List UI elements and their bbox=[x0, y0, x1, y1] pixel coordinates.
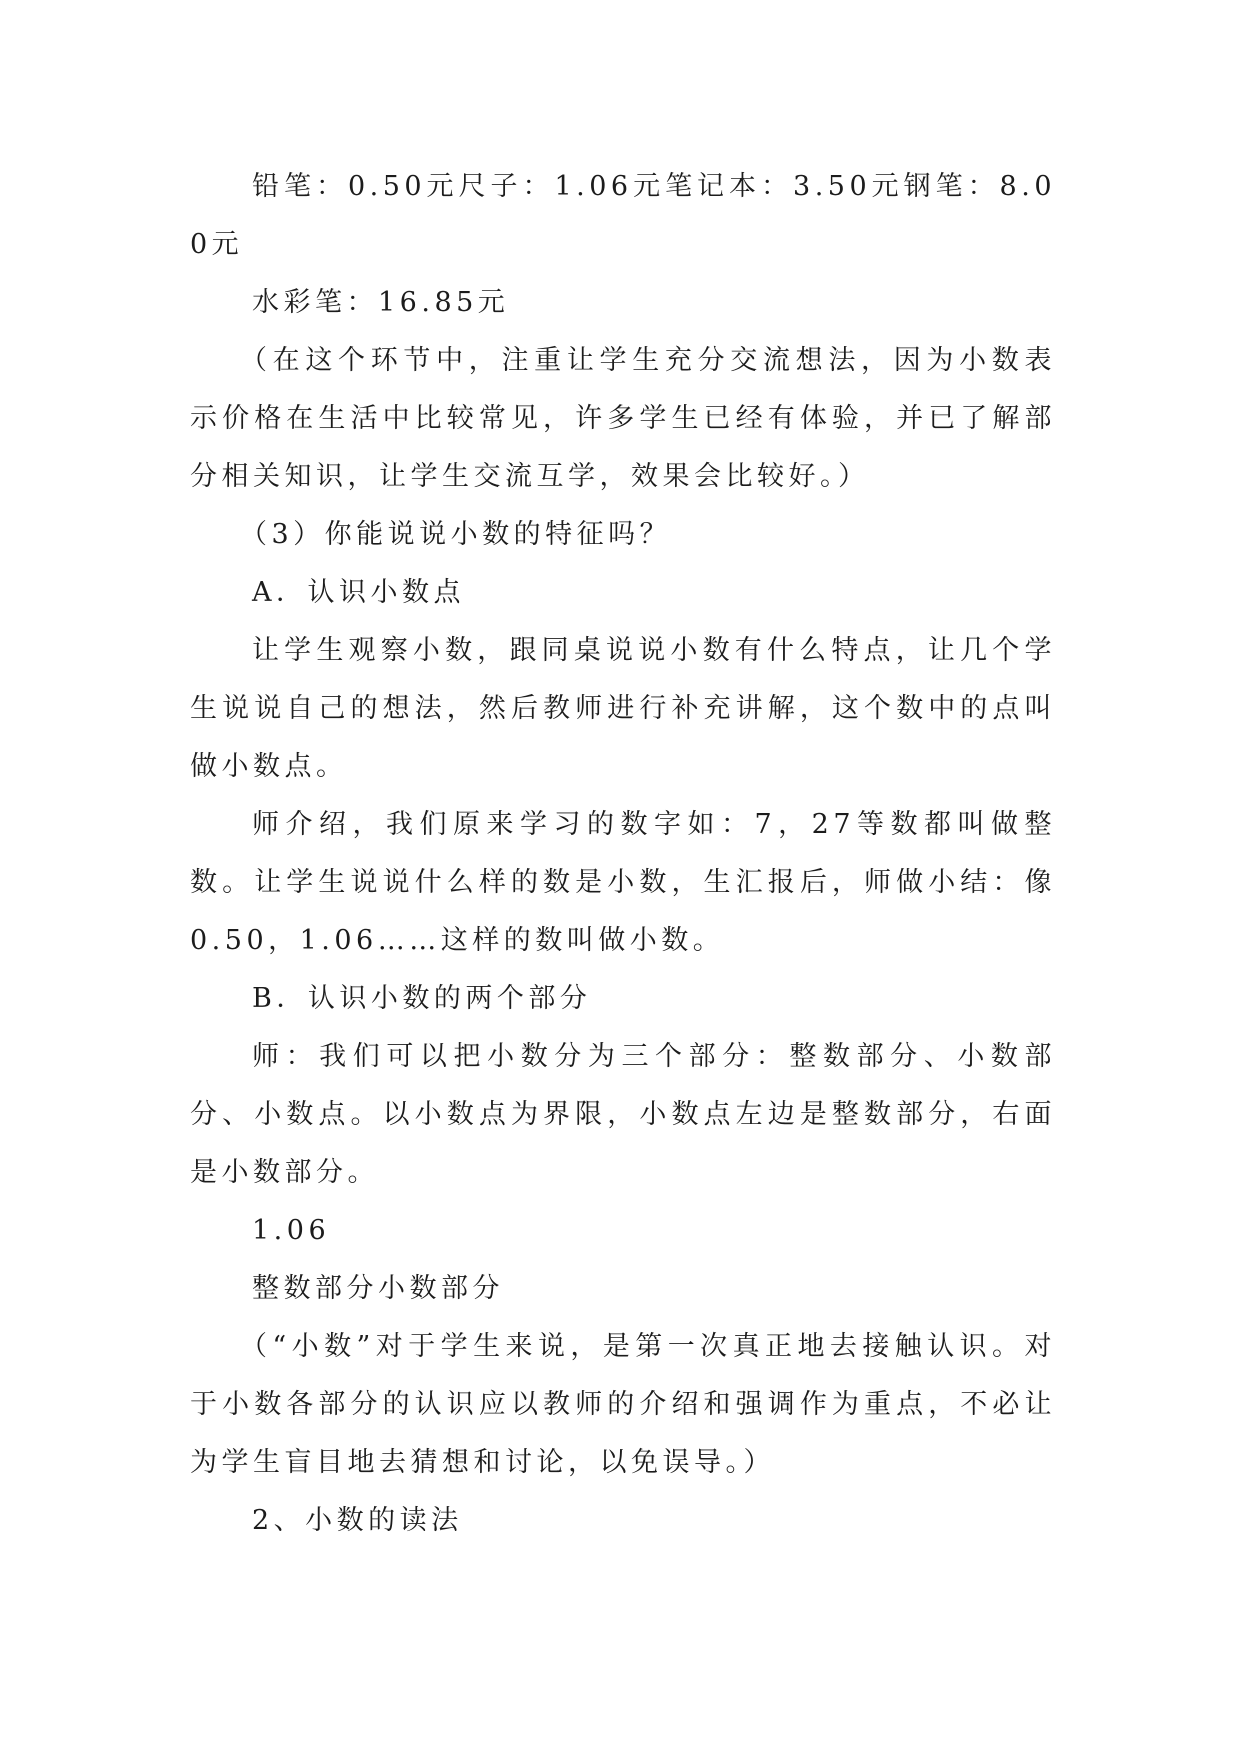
teacher-intro-paragraph: 师介绍，我们原来学习的数字如：7，27等数都叫做整数。让学生说说什么样的数是小数，生汇报后，师做小结：像0.50，1.06……这样的数叫做小数。 bbox=[190, 809, 1056, 956]
decimal-parts-paragraph: 师：我们可以把小数分为三个部分：整数部分、小数部分、小数点。以小数点为界限，小数点左边是整数部分，右面是小数部分。 bbox=[190, 1041, 1056, 1188]
teaching-note-paragraph-2: （“小数”对于学生来说，是第一次真正地去接触认识。对于小数各部分的认识应以教师的介绍和强调作为重点，不必让为学生盲目地去猜想和讨论，以免误导。） bbox=[190, 1331, 1056, 1478]
teaching-note-paragraph: （在这个环节中，注重让学生充分交流想法，因为小数表示价格在生活中比较常见，许多学生已经有体验，并已了解部分相关知识，让学生交流互学，效果会比较好。） bbox=[190, 345, 1056, 492]
section-b-heading: B．认识小数的两个部分 bbox=[252, 983, 592, 1014]
price-list-paragraph: 铅笔：0.50元尺子：1.06元笔记本：3.50元钢笔：8.00元 bbox=[190, 171, 1056, 260]
section-2-heading: 2、小数的读法 bbox=[252, 1505, 463, 1536]
question-heading: （3）你能说说小数的特征吗？ bbox=[240, 519, 672, 550]
example-parts-label: 整数部分小数部分 bbox=[252, 1273, 504, 1304]
document-body bbox=[190, 158, 1056, 1550]
observation-paragraph: 让学生观察小数，跟同桌说说小数有什么特点，让几个学生说说自己的想法，然后教师进行补充讲解，这个数中的点叫做小数点。 bbox=[190, 635, 1056, 782]
section-a-heading: A．认识小数点 bbox=[252, 577, 465, 608]
example-number: 1.06 bbox=[252, 1215, 331, 1246]
price-list-paragraph-continued: 水彩笔：16.85元 bbox=[252, 287, 510, 318]
